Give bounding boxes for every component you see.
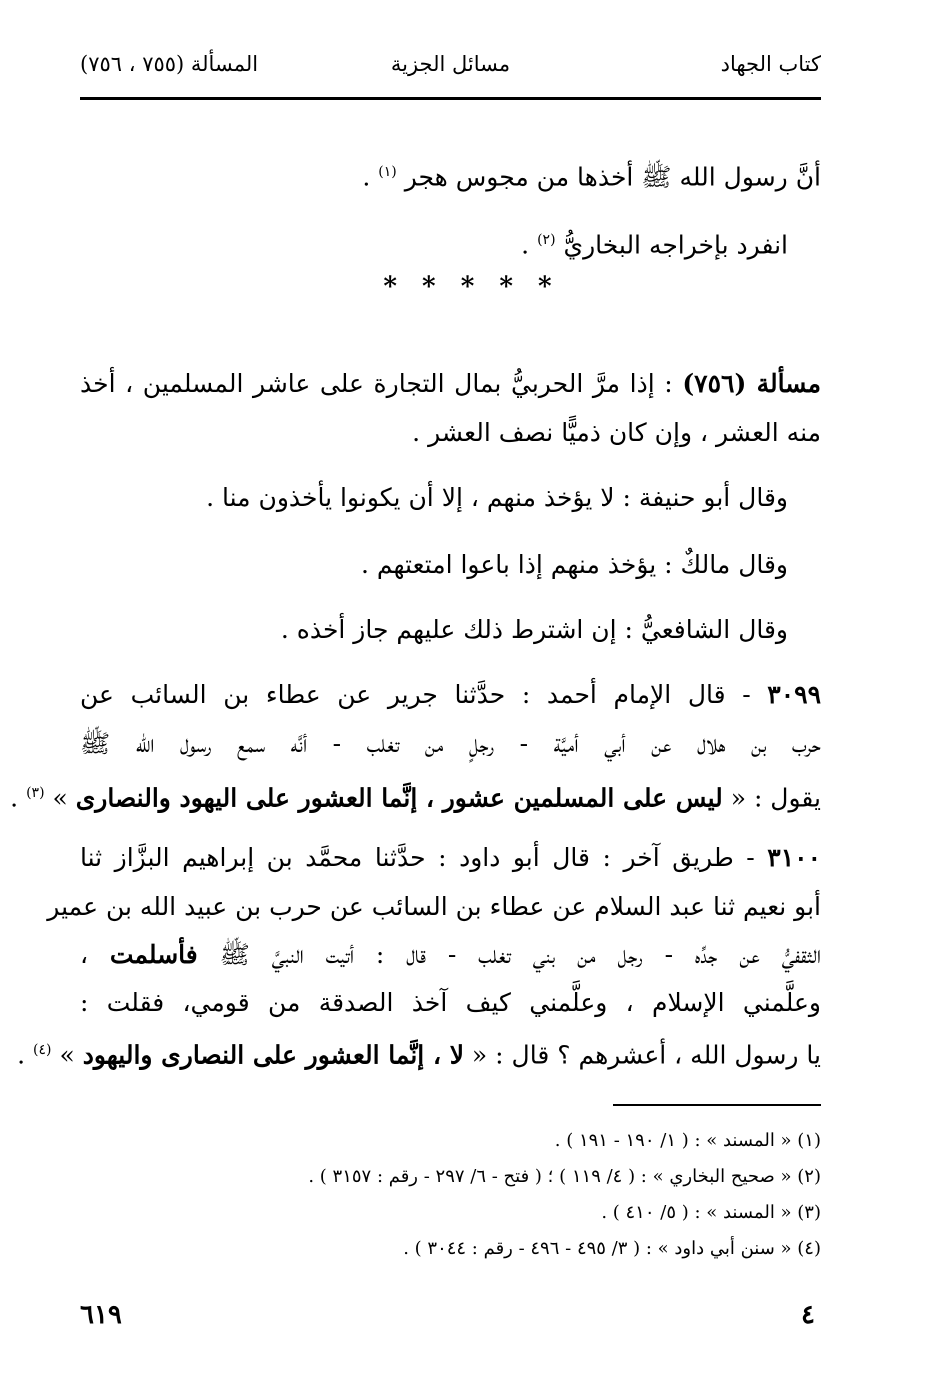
footnote-1: (١) « المسند » : ( ١/ ١٩٠ - ١٩١ ) . xyxy=(554,1130,821,1151)
opinion-malik: وقال مالكٌ : يؤخذ منهم إذا باعوا امتعتهم . xyxy=(360,550,788,579)
hadith-3100-line-5 xyxy=(17,1030,821,1075)
hadith-bold-word: فأسلمت xyxy=(109,940,198,969)
quote-close: » xyxy=(59,1040,83,1070)
footnote-4: (٤) « سنن أبي داود » : ( ٣/ ٤٩٥ - ٤٩٦ - رقم : ٣٠٤٤ ) . xyxy=(403,1238,821,1259)
header-book-title: كتاب الجهاد xyxy=(720,52,821,76)
hadith-3099-line-3 xyxy=(10,773,821,818)
hadith-3099-line-2: حرب بن هلال عن أبي أميَّة - رجلٍ من تغلب - أنَّه سمع رسول الله ﷺ xyxy=(80,729,821,758)
volume-number: ٤ xyxy=(801,1300,815,1330)
header-divider xyxy=(80,97,821,100)
issue-756-line-1 xyxy=(80,364,821,404)
quote-open: يا رسول الله ، أعشرهم ؟ قال : « xyxy=(463,1040,821,1070)
header-issue-range: المسألة (٧٥٥ ، ٧٥٦) xyxy=(80,52,259,76)
issue-text: : إذا مرَّ الحربيُّ بمال التجارة على عاشر المسلمين ، أخذ xyxy=(80,369,683,398)
quote-close: » xyxy=(52,783,76,813)
quote-open: يقول : « xyxy=(722,783,821,813)
issue-756-line-2: منه العشر ، وإن كان ذميًّا نصف العشر . xyxy=(412,418,821,447)
line-text: انفرد بإخراجه البخاريُّ xyxy=(563,230,788,260)
hadith-text: الثقفيُّ عن جدِّه - رجل من بني تغلب - قال : أتيت النبيَّ ﷺ xyxy=(197,940,822,969)
footnote-3: (٣) « المسند » : ( ٥/ ٤١٠ ) . xyxy=(601,1202,821,1223)
hadith-3100-line-2: أبو نعيم ثنا عبد السلام عن عطاء بن السائب عن حرب بن عبيد الله بن عمير xyxy=(47,892,821,921)
line-text: أنَّ رسول الله ﷺ أخذها من مجوس هجر xyxy=(404,162,821,192)
hadith-3100-line-4: وعلَّمني الإسلام ، وعلَّمني كيف آخذ الصدقة من قومي، فقلت : xyxy=(80,988,821,1017)
line-end: . xyxy=(10,783,19,813)
issue-label: مسألة (٧٥٦) xyxy=(682,369,821,398)
header-chapter-title: مسائل الجزية xyxy=(390,52,511,76)
hadith-3100-line-1 xyxy=(80,838,821,878)
text-line-1 xyxy=(362,152,821,197)
hadith-3099-line-1 xyxy=(80,675,821,715)
line-end: . xyxy=(362,162,371,192)
footnotes-divider xyxy=(613,1104,821,1106)
footnote-ref-2: (٢) xyxy=(537,232,556,248)
opinion-shafii: وقال الشافعيُّ : إن اشترط ذلك عليهم جاز أخذه . xyxy=(280,615,788,644)
running-header xyxy=(80,52,821,92)
page-number: ٦١٩ xyxy=(80,1300,122,1330)
hadith-3100-line-3 xyxy=(80,935,821,975)
hadith-text: - طريق آخر : قال أبو داود : حدَّثنا محمَّد بن إبراهيم البزَّاز ثنا xyxy=(80,843,768,872)
footnote-ref-4: (٤) xyxy=(33,1042,52,1058)
hadith-number: ٣٠٩٩ xyxy=(767,680,821,709)
hadith-text: - قال الإمام أحمد : حدَّثنا جرير عن عطاء بن السائب عن xyxy=(80,680,768,709)
opinion-abu-hanifa: وقال أبو حنيفة : لا يؤخذ منهم ، إلا أن يكونوا يأخذون منا . xyxy=(206,483,788,512)
line-end: . xyxy=(17,1040,26,1070)
text-line-2 xyxy=(521,220,788,265)
hadith-matn: لا ، إنَّما العشور على النصارى واليهود xyxy=(82,1040,464,1070)
footnote-2: (٢) « صحيح البخاري » : ( ٤/ ١١٩ ) ؛ ( فتح - ٦/ ٢٩٧ - رقم : ٣١٥٧ ) . xyxy=(308,1166,821,1187)
hadith-matn: ليس على المسلمين عشور ، إنَّما العشور على اليهود والنصارى xyxy=(75,783,723,813)
line-end: ، xyxy=(80,940,110,969)
footnote-ref-3: (٣) xyxy=(26,785,45,801)
footnote-ref-1: (١) xyxy=(378,164,397,180)
hadith-number: ٣١٠٠ xyxy=(767,843,821,872)
section-separator: * * * * * xyxy=(383,272,560,302)
line-end: . xyxy=(521,230,530,260)
